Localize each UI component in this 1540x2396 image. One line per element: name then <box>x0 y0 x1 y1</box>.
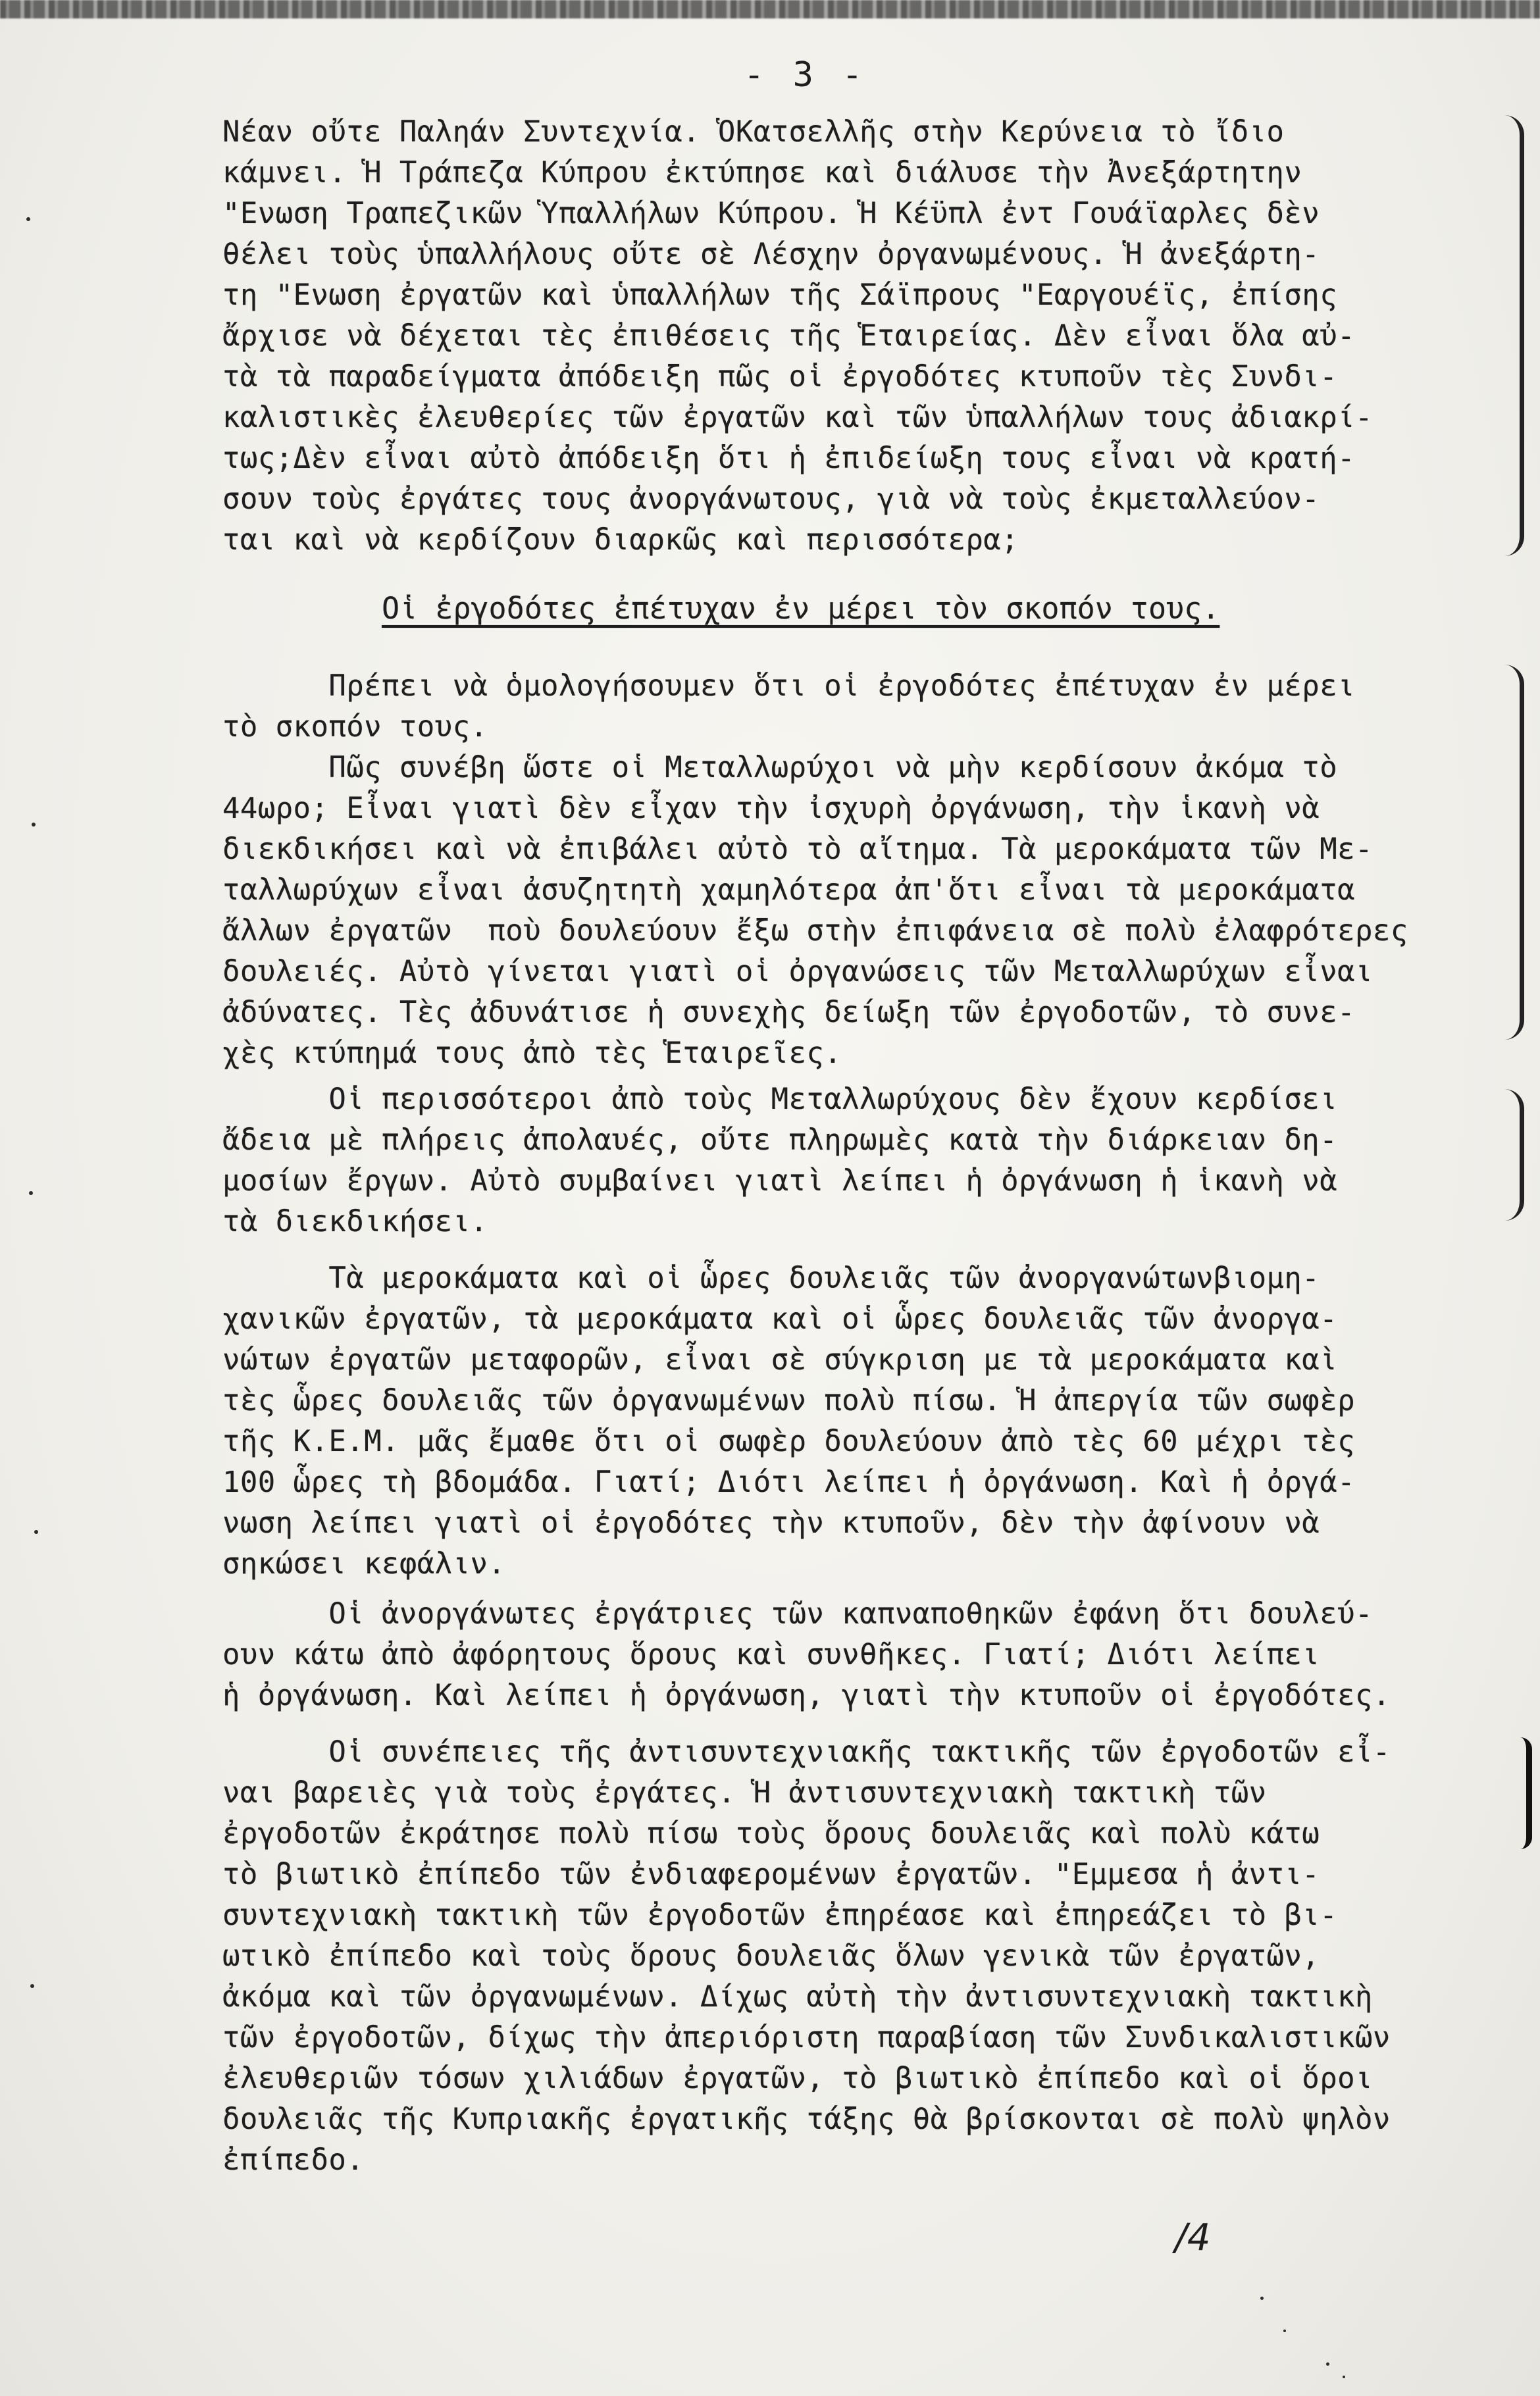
scan-speck <box>29 1191 33 1195</box>
scan-speck <box>1283 2330 1286 2332</box>
paragraph-3: Οἱ περισσότεροι ἀπὸ τοὺς Μεταλλωρύχους δὲν ἔχουν κερδίσει ἄδεια μὲ πλήρεις ἀπολαυές, οὔτε πληρωμὲς κατὰ τὴν διάρκειαν δη- μοσίων ἔργων. Αὐτὸ συμβαίνει γιατὶ λείπει ἡ ὀργάνωση ἡ ἱκανὴ νὰ τὰ διεκδικήσει. <box>222 1083 1338 1238</box>
scan-speck <box>26 217 30 221</box>
next-page-marker: /4 <box>1175 2216 1211 2259</box>
paragraph-6: Οἱ συνέπειες τῆς ἀντισυντεχνιακῆς τακτικῆς τῶν ἐργοδοτῶν εἶ- ναι βαρειὲς γιὰ τοὺς ἐργάτες. Ἡ ἀντισυντεχνιακὴ τακτικὴ τῶν ἐργοδοτῶν ἐκράτησε πολὺ πίσω τοὺς ὅρους δουλειᾶς καὶ πολὺ κάτω τὸ βιωτικὸ ἐπίπεδο τῶν ἐνδιαφερομένων ἐργατῶν. "Εμμεσα ἡ ἀντι- συντεχνιακὴ τακτικὴ τῶν ἐργοδοτῶν ἐπηρέασε καὶ ἐπηρεάζει τὸ βι- ωτικὸ ἐπίπεδο καὶ τοὺς ὅρους δουλειᾶς ὅλων γενικὰ τῶν ἐργατῶν, ἀκόμα καὶ τῶν ὀργανωμένων. Δίχως αὐτὴ τὴν ἀντισυντεχνιακὴ τακτικὴ τῶν ἐργοδοτῶν, δίχως τὴν ἀπεριόριστη παραβίαση τῶν Συνδικαλιστικῶν ἐλευθεριῶν τόσων χιλιάδων ἐργατῶν, τὸ βιωτικὸ ἐπίπεδο καὶ οἱ ὅροι δουλειᾶς τῆς Κυπριακῆς ἐργατικῆς τάξης θὰ βρίσκονται σὲ πολὺ ψηλὸν ἐπίπεδο. <box>222 1735 1391 2177</box>
margin-bracket-1 <box>1504 115 1524 556</box>
page-number: - 3 - <box>744 55 867 95</box>
scan-speck <box>32 823 36 827</box>
scan-speck <box>1260 2297 1264 2300</box>
paragraph-4: Τὰ μεροκάματα καὶ οἱ ὧρες δουλειᾶς τῶν ἀνοργανώτωνβιομη- χανικῶν ἐργατῶν, τὰ μεροκάματα καὶ οἱ ὧρες δουλειᾶς τῶν ἀνοργα- νώτων ἐργατῶν μεταφορῶν, εἶναι σὲ σύγκριση με τὰ μεροκάματα καὶ τὲς ὧρες δουλειᾶς τῶν ὀργανωμένων πολὺ πίσω. Ἡ ἀπεργία τῶν σωφὲρ τῆς Κ.Ε.Μ. μᾶς ἔμαθε ὅτι οἱ σωφὲρ δουλεύουν ἀπὸ τὲς 60 μέχρι τὲς 100 ὧρες τὴ βδομάδα. Γιατί; Διότι λείπει ἡ ὀργάνωση. Καὶ ἡ ὀργά- νωση λείπει γιατὶ οἱ ἐργοδότες τὴν κτυποῦν, δὲν τὴν ἀφίνουν νὰ σηκώσει κεφάλιν. <box>222 1262 1355 1581</box>
scan-top-edge <box>0 0 1540 18</box>
margin-bracket-4 <box>1510 1737 1532 1849</box>
paragraph-1: Νέαν οὔτε Παληάν Συντεχνία. ὉΚατσελλῆς στὴν Κερύνεια τὸ ἴδιο κάμνει. Ἡ Τράπεζα Κύπρου ἐκτύπησε καὶ διάλυσε τὴν Ἀνεξάρτητην "Ενωση Τραπεζικῶν Ὑπαλλήλων Κύπρου. Ἡ Κέϋπλ ἐντ Γουάϊαρλες δὲν θέλει τοὺς ὑπαλλήλους οὔτε σὲ Λέσχην ὀργανωμένους. Ἡ ἀνεξάρτη- τη "Ενωση ἐργατῶν καὶ ὑπαλλήλων τῆς Σάϊπρους "Εαργουέϊς, ἐπίσης ἄρχισε νὰ δέχεται τὲς ἐπιθέσεις τῆς Ἑταιρείας. Δὲν εἶναι ὅλα αὐ- τὰ τὰ παραδείγματα ἀπόδειξη πῶς οἱ ἐργοδότες κτυποῦν τὲς Συνδι- καλιστικὲς ἐλευθερίες τῶν ἐργατῶν καὶ τῶν ὑπαλλήλων τους ἀδιακρί- τως;Δὲν εἶναι αὐτὸ ἀπόδειξη ὅτι ἡ ἐπιδείωξη τους εἶναι νὰ κρατή- σουν τοὺς ἐργάτες τους ἀνοργάνωτους, γιὰ νὰ τοὺς ἐκμεταλλεύον- ται καὶ νὰ κερδίζουν διαρκῶς καὶ περισσότερα; <box>222 115 1373 557</box>
scan-speck <box>1343 2376 1345 2378</box>
scan-speck <box>34 1530 38 1534</box>
paragraph-2: Πρέπει νὰ ὁμολογήσουμεν ὅτι οἱ ἐργοδότες ἐπέτυχαν ἐν μέρει τὸ σκοπόν τους. Πῶς συνέβη ὥστε οἱ Μεταλλωρύχοι νὰ μὴν κερδίσουν ἀκόμα τὸ 44ωρο; Εἶναι γιατὶ δὲν εἶχαν τὴν ἰσχυρὴ ὀργάνωση, τὴν ἱκανὴ νὰ διεκδικήσει καὶ νὰ ἐπιβάλει αὐτὸ τὸ αἴτημα. Τὰ μεροκάματα τῶν Με- ταλλωρύχων εἶναι ἀσυζητητὴ χαμηλότερα ἀπ'ὅτι εἶναι τὰ μεροκάματα ἄλλων ἐργατῶν ποὺ δουλεύουν ἔξω στὴν ἐπιφάνεια σὲ πολὺ ἐλαφρότερες δουλειές. Αὐτὸ γίνεται γιατὶ οἱ ὀργανώσεις τῶν Μεταλλωρύχων εἶναι ἀδύνατες. Τὲς ἀδυνάτισε ἡ συνεχὴς δείωξη τῶν ἐργοδοτῶν, τὸ συνε- χὲς κτύπημά τους ἀπὸ τὲς Ἑταιρεῖες. <box>222 669 1408 1070</box>
section-heading: Οἱ ἐργοδότες ἐπέτυχαν ἐν μέρει τὸν σκοπόν τους. <box>382 591 1220 626</box>
margin-bracket-2 <box>1504 665 1524 1040</box>
scan-speck <box>1326 2362 1329 2366</box>
scan-speck <box>30 1984 34 1988</box>
margin-bracket-3 <box>1504 1089 1524 1221</box>
paragraph-5: Οἱ ἀνοργάνωτες ἐργάτριες τῶν καπναποθηκῶν ἐφάνη ὅτι δουλεύ- ουν κάτω ἀπὸ ἀφόρητους ὅρους καὶ συνθῆκες. Γιατί; Διότι λείπει ἡ ὀργάνωση. Καὶ λείπει ἡ ὀργάνωση, γιατὶ τὴν κτυποῦν οἱ ἐργοδότες. <box>222 1597 1391 1712</box>
